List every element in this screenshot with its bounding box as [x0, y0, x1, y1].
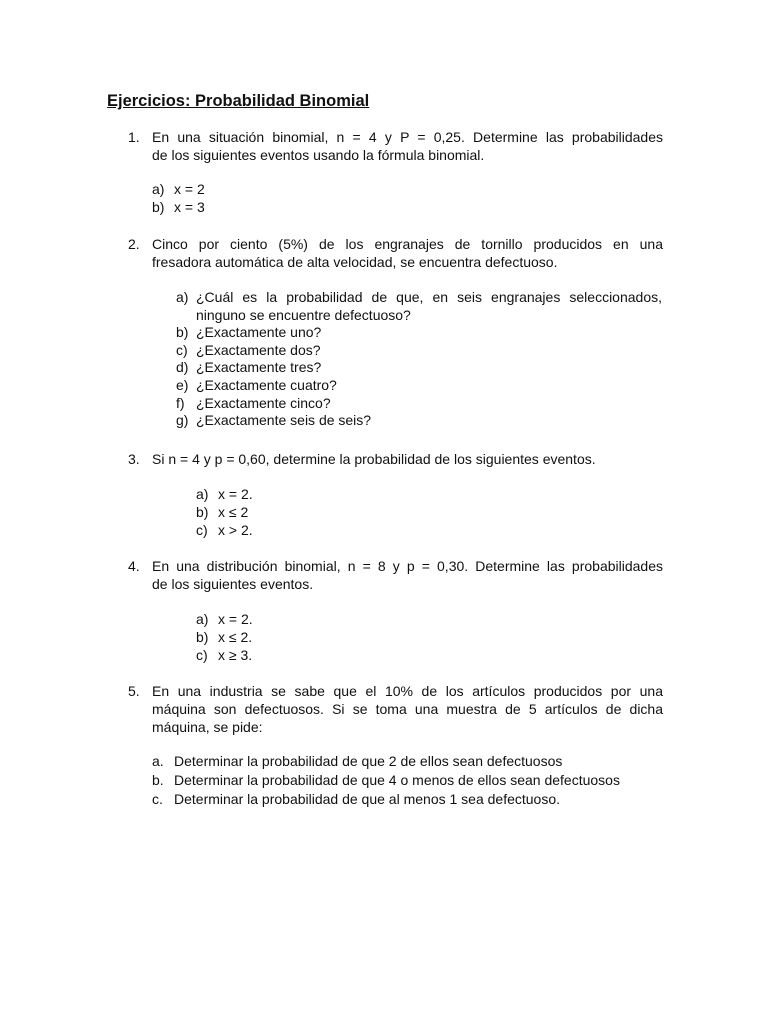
item-text: ¿Exactamente cinco? [196, 394, 331, 411]
item-text: Determinar la probabilidad de que 4 o menos de ellos sean defectuosos [174, 772, 620, 788]
item-label: c) [196, 521, 208, 538]
list-item [176, 324, 662, 342]
question-3-items [196, 486, 253, 539]
question-1 [128, 128, 663, 164]
list-item [196, 504, 253, 522]
question-number: 3. [128, 451, 140, 467]
item-text: Determinar la probabilidad de que al menos 1 sea defectuoso. [174, 791, 561, 807]
question-1-items [152, 181, 205, 217]
item-label: b) [196, 503, 209, 520]
question-2 [128, 235, 663, 271]
list-item [176, 377, 662, 395]
question-3 [128, 450, 663, 468]
item-label: a) [196, 611, 209, 627]
question-number: 5. [128, 683, 140, 699]
item-label: b. [152, 772, 164, 788]
list-item [196, 486, 253, 504]
question-text-line: máquina, se pide: [152, 719, 263, 735]
item-text: ¿Cuál es la probabilidad de que, en seis engranajes seleccionados, [196, 289, 662, 305]
item-label: a) [152, 181, 165, 197]
item-text: ¿Exactamente seis de seis? [196, 412, 372, 429]
item-label: a) [176, 289, 189, 305]
item-text: ninguno se encuentre defectuoso? [196, 306, 411, 323]
list-item [196, 647, 253, 665]
question-text-line: En una situación binomial, n = 4 y P = 0,25. Determine las probabilidades [152, 129, 663, 145]
item-label: c. [152, 791, 163, 807]
question-4 [128, 557, 663, 593]
item-text: x = 2. [218, 486, 253, 502]
list-item [152, 752, 620, 771]
list-item [176, 359, 662, 377]
question-number: 4. [128, 558, 140, 574]
list-item [176, 395, 662, 413]
question-5-items [152, 752, 620, 809]
item-label: a) [196, 486, 209, 502]
item-text: x = 3 [174, 198, 205, 215]
question-text-line: Cinco por ciento (5%) de los engranajes de tornillo producidos en una [152, 236, 663, 252]
page-title: Ejercicios: Probabilidad Binomial [107, 92, 370, 110]
item-text: x > 2. [218, 521, 253, 538]
question-text-line: máquina son defectuosos. Si se toma una muestra de 5 artículos de dicha [152, 701, 663, 717]
item-text: ¿Exactamente uno? [196, 324, 322, 341]
list-item [176, 289, 662, 324]
item-label: g) [176, 412, 189, 429]
question-4-items [196, 611, 253, 664]
list-item [152, 199, 205, 217]
item-label: b) [176, 324, 189, 341]
item-text: x ≤ 2. [218, 628, 253, 645]
question-text-line: fresadora automática de alta velocidad, se encuentra defectuoso. [152, 254, 558, 270]
item-text: ¿Exactamente tres? [196, 359, 322, 376]
question-number: 1. [128, 129, 140, 145]
item-label: a. [152, 753, 164, 769]
question-2-items [176, 289, 662, 430]
question-text-line: En una distribución binomial, n = 8 y p = 0,30. Determine las probabilidades [152, 558, 663, 574]
item-text: x ≥ 3. [218, 646, 253, 663]
item-text: ¿Exactamente cuatro? [196, 376, 337, 393]
item-text: x ≤ 2 [218, 503, 249, 520]
item-label: d) [176, 359, 189, 376]
question-text-line: Si n = 4 y p = 0,60, determine la probabilidad de los siguientes eventos. [152, 451, 596, 467]
item-label: f) [176, 394, 185, 411]
item-label: c) [176, 341, 188, 358]
question-5 [128, 682, 663, 736]
item-label: b) [152, 198, 165, 215]
list-item [196, 522, 253, 540]
list-item [152, 790, 620, 809]
list-item [176, 342, 662, 360]
list-item [196, 611, 253, 629]
list-item [176, 412, 662, 430]
item-text: x = 2. [218, 611, 253, 627]
question-text-line: de los siguientes eventos. [152, 576, 314, 592]
item-label: c) [196, 646, 208, 663]
question-text-line: En una industria se sabe que el 10% de los artículos producidos por una [152, 683, 663, 699]
question-text-line: de los siguientes eventos usando la fórmula binomial. [152, 147, 485, 163]
item-label: b) [196, 628, 209, 645]
list-item [196, 629, 253, 647]
list-item [152, 181, 205, 199]
list-item [152, 771, 620, 790]
item-text: x = 2 [174, 181, 205, 197]
item-label: e) [176, 376, 189, 393]
item-text: ¿Exactamente dos? [196, 341, 321, 358]
item-text: Determinar la probabilidad de que 2 de ellos sean defectuosos [174, 753, 563, 769]
question-number: 2. [128, 236, 140, 252]
